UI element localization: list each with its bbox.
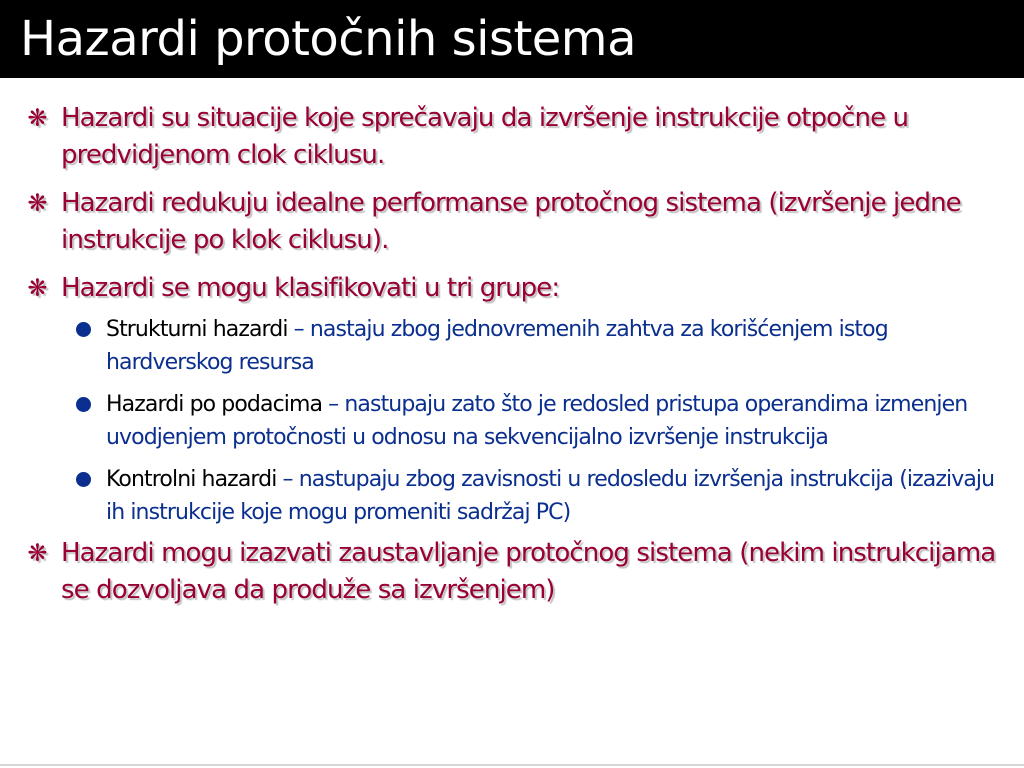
sub-bullet-text: – nastupaju zato što je redosled pristupa operandima izmenjen uvodjenjem protočnosti u odnosu na sekvencijalno izvršenje instrukcija: [106, 392, 968, 450]
bullet-item-1: [22, 100, 1012, 174]
bullet-item-3: [22, 270, 1012, 307]
bullet-item-2: [22, 185, 1012, 259]
asterisk-icon: ❋: [27, 539, 47, 567]
bullet-item-4: [22, 535, 1012, 609]
bullet-text: Hazardi redukuju idealne performanse protočnog sistema (izvršenje jedne instrukcije po klok ciklusu).: [61, 188, 961, 255]
title-bar: [0, 0, 1024, 78]
bullet-text: Hazardi su situacije koje sprečavaju da izvršenje instrukcije otpočne u predvidjenom clok ciklusu.: [61, 103, 909, 170]
dot-icon: [76, 322, 91, 337]
sub-bullet-text: – nastaju zbog jednovremenih zahtva za korišćenjem istog hardverskog resursa: [106, 317, 888, 375]
sub-bullet-text: – nastupaju zbog zavisnosti u redosledu izvršenja instrukcija (izazivaju ih instrukcije koje mogu promeniti sadržaj PC): [106, 467, 995, 525]
bullet-text: Hazardi mogu izazvati zaustavljanje protočnog sistema (nekim instrukcijama se dozvoljava da produže sa izvršenjem): [61, 538, 996, 605]
sub-bullet-term: Hazardi po podacima: [106, 392, 323, 417]
slide-title: Hazardi protočnih sistema: [20, 11, 636, 67]
sub-bullet-term: Kontrolni hazardi: [106, 467, 277, 492]
sub-bullet-term: Strukturni hazardi: [106, 317, 288, 342]
sub-bullet-structural: [22, 313, 1012, 379]
asterisk-icon: ❋: [27, 274, 47, 302]
bottom-divider: [0, 764, 1024, 766]
slide-content: [22, 100, 1012, 620]
sub-bullet-control: [22, 463, 1012, 529]
asterisk-icon: ❋: [27, 189, 47, 217]
bullet-text: Hazardi se mogu klasifikovati u tri grupe:: [61, 273, 560, 303]
sub-bullet-data: [22, 388, 1012, 454]
asterisk-icon: ❋: [27, 104, 47, 132]
dot-icon: [76, 472, 91, 487]
dot-icon: [76, 397, 91, 412]
